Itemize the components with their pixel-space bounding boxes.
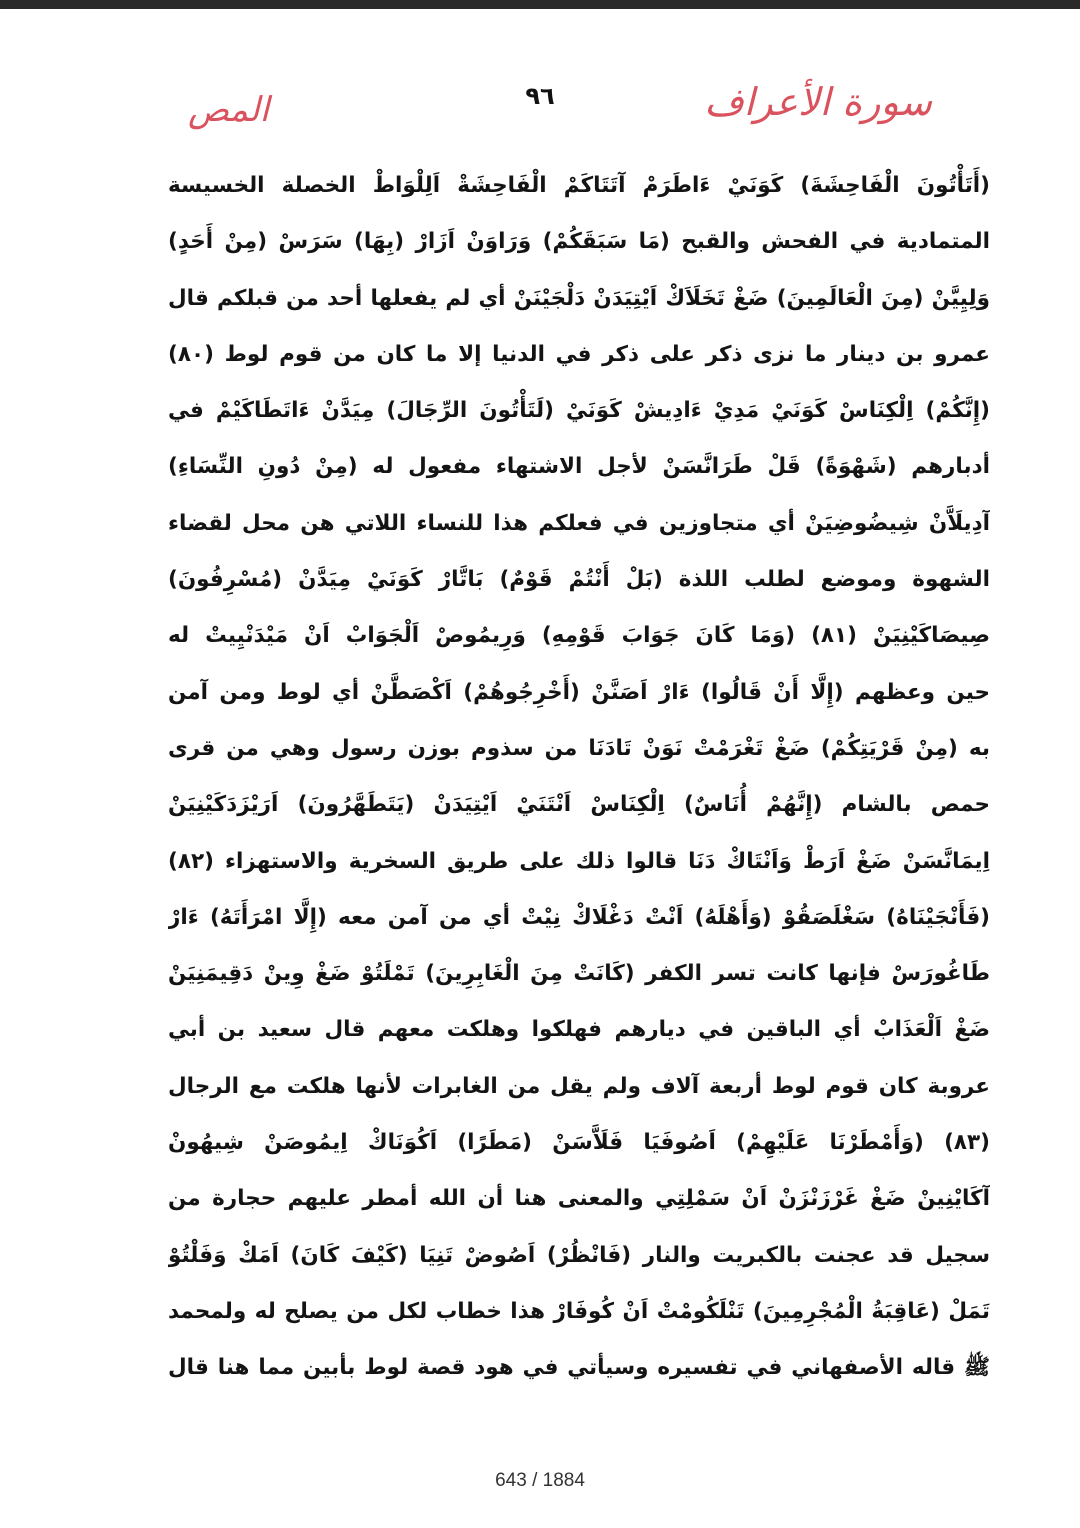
- text-line: المتمادية في الفحش والقبح (مَا سَبَقَكُمْ) وَرَاوَنْ اَزَارْ (بِهَا) سَرَسْ (مِنْ أَحَدٍ): [168, 229, 990, 255]
- top-scan-border: [0, 0, 1080, 9]
- text-line: تَمَلْ (عَاقِبَةُ الْمُجْرِمِينَ) تَنْلَكُومْتْ اَنْ كُوفَارْ هذا خطاب لكل من يصلح له ولمحمد: [168, 1298, 990, 1324]
- text-line: صِيصَاكَيْنِيَنْ (٨١) (وَمَا كَانَ جَوَابَ قَوْمِهِ) وَرِيمُوصْ اَلْجَوَابْ اَنْ مَيْدَنْيِيتْ له: [168, 623, 990, 649]
- text-line: به (مِنْ قَرْيَتِكُمْ) ضَغْ تَغْرَمْتْ نَوَنْ تَادَنَا من سذوم بوزن رسول وهي من قرى: [168, 735, 990, 761]
- text-line: آدِيلَاَّنْ شِيضُوضِيَنْ أي متجاوزين في فعلكم هذا للنساء اللاتي هن محل لقضاء: [168, 510, 990, 536]
- text-line: الشهوة وموضع لطلب اللذة (بَلْ أَنْتُمْ قَوْمٌ) بَاتَّارْ كَوَنَيْ مِيَدَّنْ (مُسْرِفُونَ): [168, 567, 990, 593]
- text-line: آكَايْنِينْ ضَغْ غَرْزَنْزَنْ اَنْ سَمْلِتِي والمعنى هنا أن الله أمطر عليهم حجارة من: [168, 1186, 990, 1212]
- text-line: سجيل قد عجنت بالكبريت والنار (فَانْظُرْ) اَصُوضْ تَنِيَا (كَيْفَ كَانَ) اَمَكْ وَفَلْتُوْ: [168, 1242, 990, 1268]
- text-line: وَلِيِيَّنْ (مِنَ الْعَالَمِينَ) ضَغْ تَخَلَاَكْ اَيْتِيَدَنْ دَلْجَيْنَنْ أي لم يفعلها أحد من قبلكم قال: [168, 285, 990, 311]
- body-text: [168, 158, 990, 1397]
- text-line: عروبة كان قوم لوط أربعة آلاف ولم يقل من الغابرات لأنها هلكت مع الرجال: [168, 1073, 990, 1099]
- text-line: ضَغْ اَلْعَذَابْ أي الباقين في ديارهم فهلكوا وهلكت معهم قال سعيد بن أبي: [168, 1017, 990, 1043]
- text-line: (إِنَّكُمْ) اِلْكِنَاسْ كَوَنَيْ مَدِيْ ءَادِيشْ كَوَنَيْ (لَتَأْتُونَ الرِّجَالَ) مِيَدَّنْ ءَاتَطَاكَيْمْ في: [168, 398, 990, 424]
- page-number: ٩٦: [525, 82, 555, 110]
- text-line: عمرو بن دينار ما نزى ذكر على ذكر في الدنيا إلا ما كان من قوم لوط (٨٠): [168, 341, 990, 367]
- page-counter: 643 / 1884: [495, 1470, 585, 1491]
- text-line: طَاغُورَسْ فإنها كانت تسر الكفر (كَانَتْ مِنَ الْغَابِرِينَ) تَمْلَتُوْ ضَغْ وِينْ دَقِيمَنِيَنْ: [168, 961, 990, 987]
- text-line: (٨٣) (وَأَمْطَرْنَا عَلَيْهِمْ) اَصُوفَيَا فَلَاَّسَنْ (مَطَرًا) اَكُوَنَاكْ اِيمُوصَنْ شِيهُونْ: [168, 1130, 990, 1156]
- text-line: أدبارهم (شَهْوَةً) قَلْ طَرَانَّسَنْ لأجل الاشتهاء مفعول له (مِنْ دُونِ النِّسَاءِ): [168, 454, 990, 480]
- text-line: (فَأَنْجَيْنَاهُ) سَغْلَصَقُوْ (وَأَهْلَهُ) اَنْتْ دَغْلَاكْ نِيْتْ أي من آمن معه (إِلَّا امْرَأَتَهُ) ءَارْ: [168, 904, 990, 930]
- text-line: اِيمَانَّسَنْ ضَغْ اَرَطْ وَاَنْتَاكْ دَنَا قالوا ذلك على طريق السخرية والاستهزاء (٨٢): [168, 848, 990, 874]
- text-line: ﷺ قاله الأصفهاني في تفسيره وسيأتي في هود قصة لوط بأبين مما هنا قال: [168, 1355, 990, 1381]
- handwritten-surah-name: سورة الأعراف: [704, 80, 932, 124]
- handwritten-note: المص: [188, 90, 270, 130]
- text-line: (أَتَأْتُونَ الْفَاحِشَةَ) كَوَنَيْ ءَاطَرَمْ آتَتَاكَمْ الْفَاحِشَةْ اَلِلْوَاطْ الخصلة الخسيسة: [168, 173, 990, 198]
- text-line: حين وعظهم (إِلَّا أَنْ قَالُوا) ءَارْ اَصَنَّنْ (أَخْرِجُوهُمْ) اَكْصَطَّنْ أي لوط ومن آمن: [168, 679, 990, 705]
- text-line: حمص بالشام (إِنَّهُمْ أُنَاسٌ) اِلْكِنَاسْ اَنْتَنَيْ اَيْتِيَدَنْ (يَتَطَهَّرُونَ) اَرَيْزَدَكَيْنِيَنْ: [168, 792, 990, 818]
